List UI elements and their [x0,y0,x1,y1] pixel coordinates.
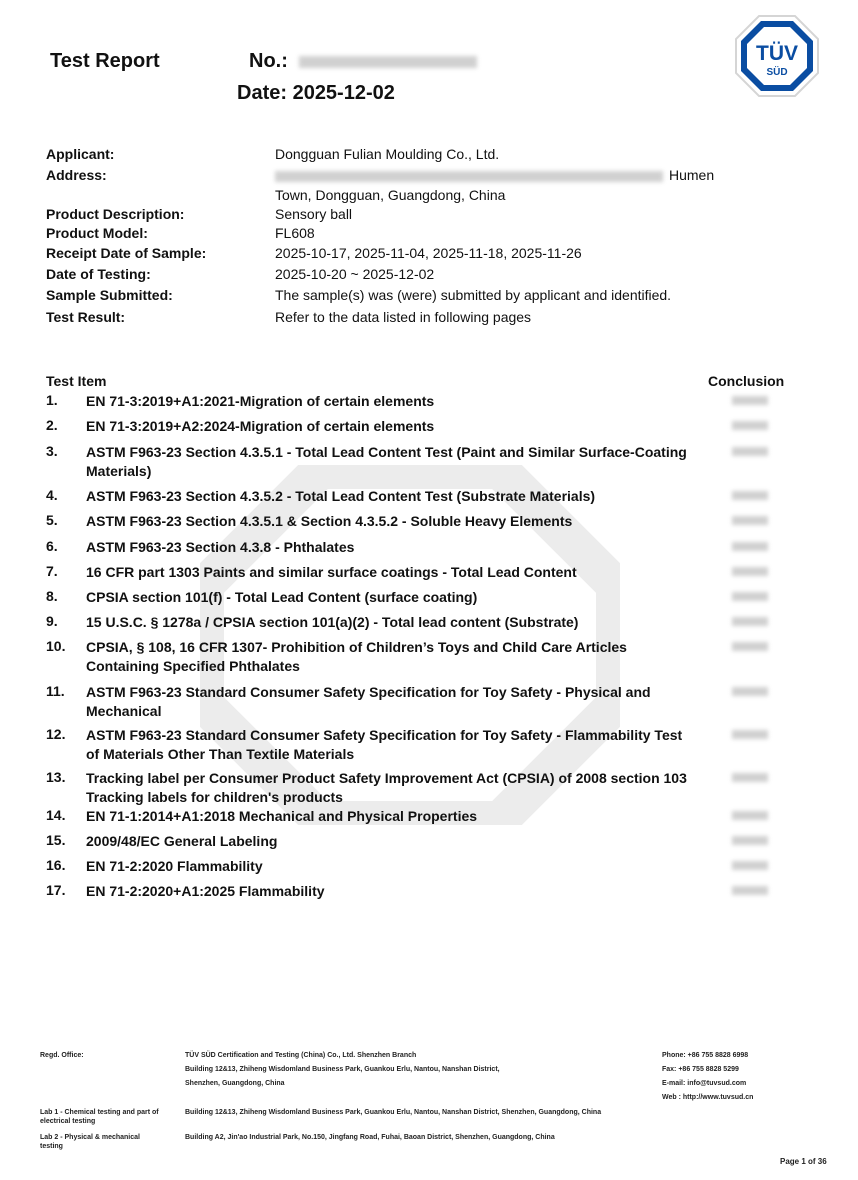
address-label: Address: [46,167,107,183]
report-number [249,50,477,73]
receipt-date-value: 2025-10-17, 2025-11-04, 2025-11-18, 2025-11-26 [275,245,582,261]
test-item-text: EN 71-2:2020 Flammability [86,858,263,874]
page-number: Page 1 of 36 [780,1157,827,1166]
lab2-address: Building A2, Jin'ao Industrial Park, No.150, Jingfang Road, Fuhai, Baoan District, Shenzhen, Guangdong, China [185,1134,555,1141]
test-item-text: ASTM F963-23 Standard Consumer Safety Specification for Toy Safety - Physical and Mechanical [86,684,651,719]
regd-office-address-1: Building 12&13, Zhiheng Wisdomland Business Park, Guankou Erlu, Nantou, Nanshan District, [185,1066,500,1073]
lab1-label-line2: electrical testing [40,1118,96,1125]
test-item-number: 9. [46,613,58,629]
test-item-number: 13. [46,769,66,785]
test-item-text: ASTM F963-23 Section 4.3.5.1 - Total Lead Content Test (Paint and Similar Surface-Coating Materials) [86,444,687,479]
footer-phone: Phone: +86 755 8828 6998 [662,1052,749,1059]
test-item-number: 2. [46,417,58,433]
test-item-number: 7. [46,563,58,579]
redacted-report-number [299,56,477,68]
test-item-text: 2009/48/EC General Labeling [86,833,278,849]
redacted-conclusion [732,567,768,576]
test-item-text: 16 CFR part 1303 Paints and similar surface coatings - Total Lead Content [86,564,577,580]
test-item-number: 8. [46,588,58,604]
product-description-value: Sensory ball [275,206,353,222]
test-item-number: 12. [46,726,66,742]
test-item-number: 4. [46,487,58,503]
test-item-text: ASTM F963-23 Section 4.3.5.1 & Section 4.3.5.2 - Soluble Heavy Elements [86,513,573,529]
test-result-value: Refer to the data listed in following pages [275,309,532,325]
logo-text-bottom: SÜD [766,67,788,78]
test-item-text: EN 71-2:2020+A1:2025 Flammability [86,883,325,899]
test-item-number: 5. [46,512,58,528]
report-number-label: No.: [249,50,288,72]
report-date: Date: 2025-12-02 [237,82,395,104]
redacted-conclusion [732,836,768,845]
test-item-text: Tracking label per Consumer Product Safety Improvement Act (CPSIA) of 2008 section 103 Tracking labels for children's products [86,770,687,805]
address-city: Humen [669,167,715,183]
test-item-text: 15 U.S.C. § 1278a / CPSIA section 101(a)(2) - Total lead content (Substrate) [86,614,579,630]
redacted-conclusion [732,447,768,456]
redacted-conclusion [732,592,768,601]
test-item-number: 11. [46,683,65,699]
redacted-conclusion [732,886,768,895]
test-item-text: EN 71-3:2019+A1:2021-Migration of certain elements [86,393,435,409]
lab2-label-line2: testing [40,1143,63,1150]
footer-fax: Fax: +86 755 8828 5299 [662,1066,739,1073]
redacted-conclusion [732,642,768,651]
lab1-label-line1: Lab 1 - Chemical testing and part of [40,1109,159,1116]
regd-office-label: Regd. Office: [40,1052,84,1059]
sample-submitted-label: Sample Submitted: [46,287,173,303]
footer-web: Web : http://www.tuvsud.cn [662,1094,754,1101]
redacted-conclusion [732,617,768,626]
address-value-line2: Town, Dongguan, Guangdong, China [275,187,506,203]
redacted-conclusion [732,421,768,430]
applicant-value: Dongguan Fulian Moulding Co., Ltd. [275,146,500,162]
test-item-number: 6. [46,538,58,554]
logo-text-top: TÜV [756,42,798,65]
test-item-number: 1. [46,392,58,408]
testing-date-value: 2025-10-20 ~ 2025-12-02 [275,266,435,282]
applicant-label: Applicant: [46,146,115,162]
tuv-sud-logo [734,14,820,98]
test-item-text: ASTM F963-23 Standard Consumer Safety Specification for Toy Safety - Flammability Test of Materials Other Than Textile Materials [86,727,683,762]
report-title: Test Report [50,50,160,72]
address-value-line1 [275,167,714,183]
redacted-conclusion [732,861,768,870]
test-item-header: Test Item [46,373,107,389]
sample-submitted-value: The sample(s) was (were) submitted by applicant and identified. [275,287,672,303]
test-item-text: ASTM F963-23 Section 4.3.8 - Phthalates [86,539,355,555]
product-model-value: FL608 [275,225,315,241]
test-item-number: 10. [46,638,66,654]
product-model-label: Product Model: [46,225,148,241]
redacted-conclusion [732,542,768,551]
conclusion-header: Conclusion [708,373,785,389]
footer-email: E-mail: info@tuvsud.com [662,1080,747,1087]
test-item-number: 16. [46,857,66,873]
test-item-number: 15. [46,832,66,848]
test-item-text: EN 71-3:2019+A2:2024-Migration of certain elements [86,418,435,434]
test-item-number: 3. [46,443,58,459]
redacted-conclusion [732,687,768,696]
regd-office-company: TÜV SÜD Certification and Testing (China) Co., Ltd. Shenzhen Branch [185,1052,417,1059]
test-item-number: 14. [46,807,66,823]
test-item-number: 17. [46,882,66,898]
product-description-label: Product Description: [46,206,185,222]
testing-date-label: Date of Testing: [46,266,151,282]
redacted-conclusion [732,516,768,525]
redacted-address [275,171,663,182]
test-item-text: ASTM F963-23 Section 4.3.5.2 - Total Lead Content Test (Substrate Materials) [86,488,596,504]
redacted-conclusion [732,811,768,820]
receipt-date-label: Receipt Date of Sample: [46,245,207,261]
test-item-text: EN 71-1:2014+A1:2018 Mechanical and Physical Properties [86,808,478,824]
redacted-conclusion [732,396,768,405]
test-result-label: Test Result: [46,309,126,325]
test-item-text: CPSIA, § 108, 16 CFR 1307- Prohibition of Children’s Toys and Child Care Articles Containing Specified Phthalates [86,639,627,674]
redacted-conclusion [732,491,768,500]
lab2-label-line1: Lab 2 - Physical & mechanical [40,1134,140,1141]
lab1-address: Building 12&13, Zhiheng Wisdomland Business Park, Guankou Erlu, Nantou, Nanshan District, Shenzhen, Guangdong, China [185,1109,602,1116]
redacted-conclusion [732,730,768,739]
redacted-conclusion [732,773,768,782]
test-item-text: CPSIA section 101(f) - Total Lead Content (surface coating) [86,589,478,605]
regd-office-address-2: Shenzhen, Guangdong, China [185,1080,285,1087]
